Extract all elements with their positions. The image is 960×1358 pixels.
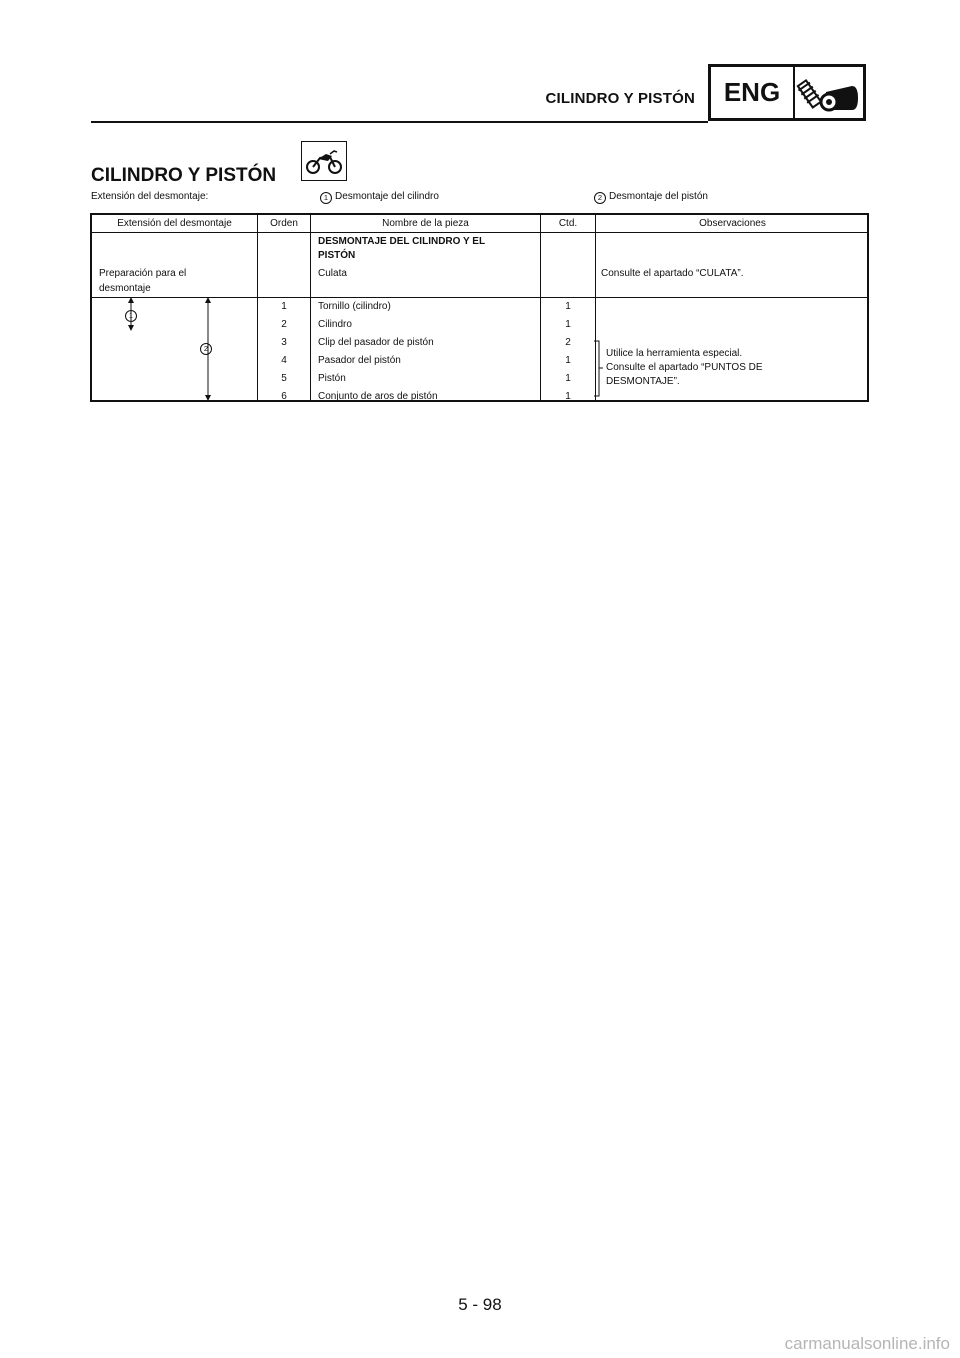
extension-item-cylinder [320,191,439,204]
row-qty: 1 [565,391,571,402]
row-order: 1 [281,301,287,312]
row-order: 2 [281,319,287,330]
eng-badge [708,64,866,121]
engine-piston-icon [795,67,863,118]
row-part: Conjunto de aros de pistón [318,391,438,402]
extension-item-label: Desmontaje del pistón [609,191,708,202]
group-remark-line1: Utilice la herramienta especial. [606,348,743,359]
header-divider [92,232,867,233]
row-part: Tornillo (cilindro) [318,301,391,312]
range-marker-1: 1 [125,310,137,322]
row-qty: 1 [565,301,571,312]
row-part: Pistón [318,373,346,384]
row-part: Pasador del pistón [318,355,401,366]
column-divider [310,215,311,400]
header-qty: Ctd. [558,218,578,229]
motorcycle-icon [301,141,347,181]
marker-1: 1 [320,192,332,204]
row-qty: 1 [565,355,571,366]
prep-part: Culata [318,268,347,279]
row-order: 3 [281,337,287,348]
header-remarks: Observaciones [699,218,766,229]
disassembly-table [90,213,869,402]
row-order: 5 [281,373,287,384]
extension-item-label: Desmontaje del cilindro [335,191,439,202]
prep-remark: Consulte el apartado “CULATA”. [601,268,744,279]
section-title-line1: DESMONTAJE DEL CILINDRO Y EL [318,236,486,247]
group-remark-line3: DESMONTAJE”. [606,376,680,387]
header-extension: Extensión del desmontaje [117,218,232,229]
header-rule [91,121,708,123]
range-marker-2: 2 [200,343,212,355]
row-order: 6 [281,391,287,402]
row-order: 4 [281,355,287,366]
header-part-name: Nombre de la pieza [382,218,469,229]
row-part: Cilindro [318,319,352,330]
header-order: Orden [270,218,298,229]
extension-label: Extensión del desmontaje: [91,191,209,202]
extension-item-piston [594,191,708,204]
page-title: CILINDRO Y PISTÓN [91,165,277,186]
section-title-line2: PISTÓN [318,250,356,261]
watermark: carmanualsonline.info [784,1334,950,1353]
range-arrows [92,297,257,402]
section-header-title: CILINDRO Y PISTÓN [545,90,695,107]
page-number: 5 - 98 [458,1295,502,1314]
row-qty: 1 [565,319,571,330]
eng-badge-label: ENG [711,67,795,118]
group-remark-line2: Consulte el apartado “PUNTOS DE [606,362,763,373]
marker-2: 2 [594,192,606,204]
row-qty: 2 [565,337,571,348]
group-bracket [592,340,604,398]
prep-extent-line2: desmontaje [99,283,151,294]
row-qty: 1 [565,373,571,384]
prep-extent-line1: Preparación para el [99,268,187,279]
row-part: Clip del pasador de pistón [318,337,434,348]
